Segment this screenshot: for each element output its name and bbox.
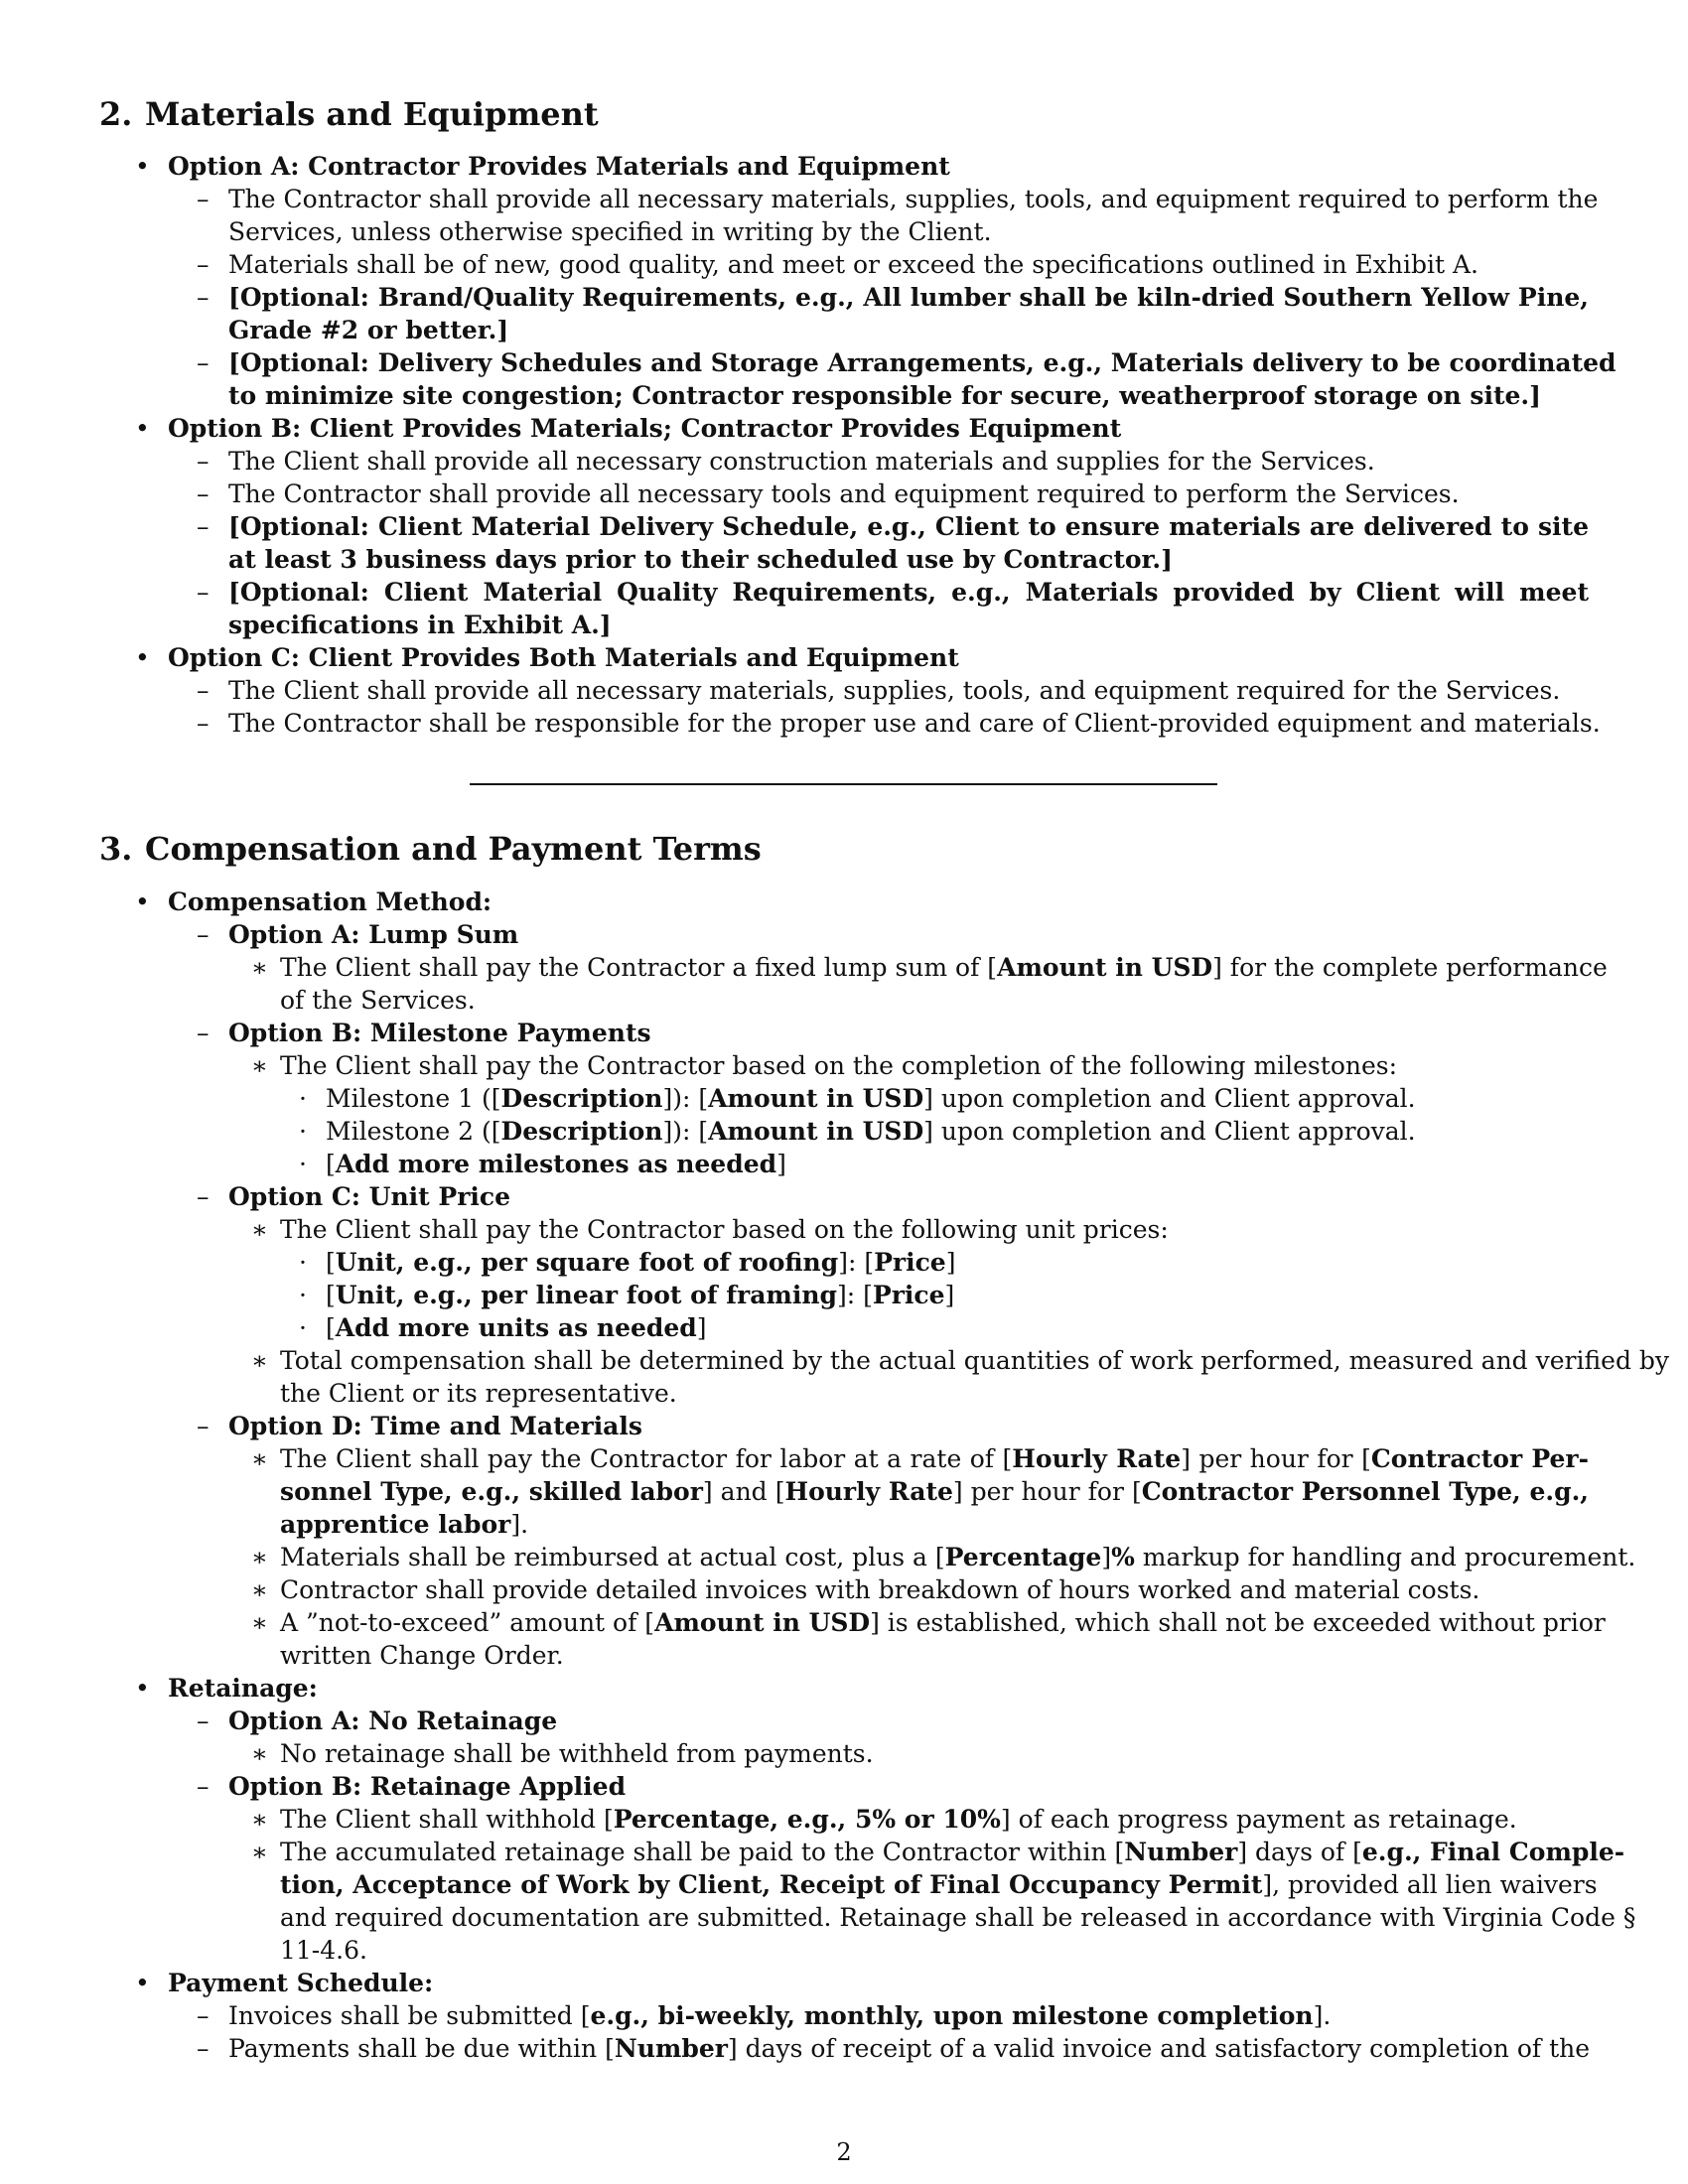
list-line-text: Option B: Milestone Payments <box>228 1019 651 1047</box>
list-line <box>99 1606 1606 1639</box>
list-line-text: Option B: Client Provides Materials; Contractor Provides Equipment <box>168 414 1122 443</box>
list-marker: • <box>135 152 150 181</box>
list-line <box>99 1017 1589 1049</box>
list-line-text: at least 3 business days prior to their scheduled use by Contractor.] <box>228 545 1173 574</box>
list-marker: · <box>299 1248 307 1277</box>
list-marker: – <box>197 920 210 949</box>
list-marker: • <box>135 887 150 916</box>
list-line <box>99 984 1589 1017</box>
list-line-text: Retainage: <box>168 1674 318 1703</box>
list-line <box>99 1967 1589 1999</box>
list-line <box>99 1082 1589 1115</box>
list-marker: • <box>135 643 150 672</box>
list-line <box>99 609 1589 641</box>
list-line-text: The Client shall withhold [Percentage, e.g., 5% or 10%] of each progress payment as retainage. <box>280 1805 1517 1834</box>
list-line-text: [Optional: Brand/Quality Requirements, e.g., All lumber shall be kiln-dried Southern Yellow Pine, <box>228 283 1589 312</box>
list-marker: · <box>299 1281 307 1309</box>
list-line <box>99 1999 1589 2032</box>
list-line-text: Option B: Retainage Applied <box>228 1772 627 1801</box>
list-marker: – <box>197 447 210 476</box>
list-line-text: specifications in Exhibit A.] <box>228 611 612 639</box>
list-line-text: The Client shall pay the Contractor for labor at a rate of [Hourly Rate] per hour for [Contractor Per- <box>280 1444 1589 1473</box>
list-line-text: Option A: No Retainage <box>228 1706 558 1735</box>
list-line-text: The Client shall pay the Contractor based on the following unit prices: <box>280 1215 1169 1244</box>
list-line <box>99 641 1589 674</box>
list-marker: – <box>197 1706 210 1735</box>
list-line <box>99 1901 1636 1934</box>
list-marker: – <box>197 2034 210 2063</box>
list-line-text: The Contractor shall provide all necessary materials, supplies, tools, and equipment required to perform the <box>228 185 1599 213</box>
section-3-list <box>99 886 1670 2065</box>
list-line-text: tion, Acceptance of Work by Client, Receipt of Final Occupancy Permit], provided all lien waivers <box>280 1870 1598 1899</box>
list-marker: – <box>197 512 210 541</box>
list-line <box>99 379 1589 412</box>
list-line <box>99 1803 1589 1836</box>
list-line <box>99 1573 1589 1606</box>
list-marker: – <box>197 676 210 705</box>
list-marker: – <box>197 1772 210 1801</box>
list-line-text: the Client or its representative. <box>280 1379 677 1408</box>
list-line <box>99 445 1589 478</box>
list-marker: ∗ <box>251 953 268 982</box>
list-line <box>99 707 1601 740</box>
list-marker: ∗ <box>251 1838 268 1866</box>
list-line <box>99 1737 1589 1770</box>
list-line-text: Grade #2 or better.] <box>228 316 509 344</box>
list-line <box>99 478 1589 510</box>
list-line-text: The Client shall provide all necessary construction materials and supplies for the Services. <box>228 447 1375 476</box>
list-line-text: 11-4.6. <box>280 1936 367 1965</box>
list-marker: • <box>135 1674 150 1703</box>
list-line-text: Materials shall be reimbursed at actual cost, plus a [Percentage]% markup for handling and procurement. <box>280 1543 1636 1571</box>
list-line-text: apprentice labor]. <box>280 1510 529 1539</box>
list-line-text: [Unit, e.g., per square foot of roofing]: [Price] <box>326 1248 956 1277</box>
list-line <box>99 1246 1589 1279</box>
list-line-text: The Contractor shall provide all necessary tools and equipment required to perform the Services. <box>228 479 1460 508</box>
list-marker: ∗ <box>251 1805 268 1834</box>
list-line-text: The Client shall pay the Contractor a fixed lump sum of [Amount in USD] for the complete performance <box>280 953 1608 982</box>
list-marker: ∗ <box>251 1444 268 1473</box>
list-line-text: Option A: Lump Sum <box>228 920 519 949</box>
list-line-text: Payments shall be due within [Number] days of receipt of a valid invoice and satisfactory completion of the <box>228 2034 1591 2063</box>
list-marker: – <box>197 185 210 213</box>
list-line <box>99 1508 1589 1541</box>
list-line <box>99 1115 1589 1148</box>
list-line <box>99 412 1589 445</box>
list-marker: ∗ <box>251 1215 268 1244</box>
list-line <box>99 1868 1598 1901</box>
list-line-text: Option D: Time and Materials <box>228 1412 642 1440</box>
list-line-text: Option C: Unit Price <box>228 1182 511 1211</box>
list-marker: • <box>135 1969 150 1997</box>
list-line <box>99 1475 1589 1508</box>
list-line-text: Contractor shall provide detailed invoices with breakdown of hours worked and material costs. <box>280 1575 1480 1604</box>
list-line-text: [Optional: Client Material Quality Requirements, e.g., Materials provided by Client will meet <box>228 578 1589 607</box>
list-line <box>99 215 1589 248</box>
list-line-text: Invoices shall be submitted [e.g., bi-weekly, monthly, upon milestone completion]. <box>228 2001 1332 2030</box>
list-line <box>99 1344 1670 1377</box>
list-line <box>99 886 1589 918</box>
list-line <box>99 1836 1625 1868</box>
list-line <box>99 1049 1589 1082</box>
list-marker: – <box>197 479 210 508</box>
list-line-text: sonnel Type, e.g., skilled labor] and [Hourly Rate] per hour for [Contractor Personnel Type, e.g., <box>280 1477 1589 1506</box>
list-line-text: Total compensation shall be determined by the actual quantities of work performed, measured and verified by <box>280 1346 1670 1375</box>
list-line <box>99 1377 1589 1410</box>
list-line-text: Option C: Client Provides Both Materials and Equipment <box>168 643 959 672</box>
list-marker: ∗ <box>251 1346 268 1375</box>
list-marker: ∗ <box>251 1543 268 1571</box>
list-marker: ∗ <box>251 1575 268 1604</box>
list-line <box>99 150 1589 183</box>
section-2-heading <box>99 95 599 133</box>
list-line-text: [Optional: Client Material Delivery Schedule, e.g., Client to ensure materials are delivered to site <box>228 512 1589 541</box>
section-3-title: Compensation and Payment Terms <box>145 830 762 868</box>
list-marker: · <box>299 1117 307 1146</box>
list-line-text: [Unit, e.g., per linear foot of framing]: [Price] <box>326 1281 955 1309</box>
list-line-text: [Add more milestones as needed] <box>326 1150 786 1178</box>
list-line <box>99 2032 1589 2065</box>
list-line-text: written Change Order. <box>280 1641 564 1670</box>
section-2-title: Materials and Equipment <box>145 95 599 133</box>
list-marker: – <box>197 709 210 738</box>
list-line <box>99 1770 1589 1803</box>
list-line-text: The Client shall provide all necessary materials, supplies, tools, and equipment required for the Services. <box>228 676 1561 705</box>
list-line <box>99 576 1589 609</box>
page-number: 2 <box>836 2138 852 2166</box>
section-3-heading <box>99 830 762 868</box>
list-marker: – <box>197 1019 210 1047</box>
list-marker: · <box>299 1150 307 1178</box>
list-line <box>99 1541 1636 1573</box>
list-line <box>99 543 1589 576</box>
list-line <box>99 951 1608 984</box>
list-line <box>99 183 1599 215</box>
list-line-text: Milestone 1 ([Description]): [Amount in USD] upon completion and Client approval. <box>326 1084 1416 1113</box>
list-line <box>99 1180 1589 1213</box>
list-marker: – <box>197 2001 210 2030</box>
list-line-text: Option A: Contractor Provides Materials and Equipment <box>168 152 950 181</box>
section-divider <box>470 783 1217 785</box>
list-line <box>99 1410 1589 1442</box>
list-line <box>99 1148 1589 1180</box>
list-marker: · <box>299 1084 307 1113</box>
list-line <box>99 314 1589 346</box>
list-line-text: of the Services. <box>280 986 476 1015</box>
list-line <box>99 248 1589 281</box>
list-line <box>99 281 1589 314</box>
list-line-text: to minimize site congestion; Contractor responsible for secure, weatherproof storage on site.] <box>228 381 1541 410</box>
list-marker: ∗ <box>251 1739 268 1768</box>
list-marker: · <box>299 1313 307 1342</box>
list-line <box>99 1279 1589 1311</box>
list-line <box>99 1311 1589 1344</box>
list-line <box>99 674 1589 707</box>
list-marker: – <box>197 250 210 279</box>
list-marker: ∗ <box>251 1608 268 1637</box>
list-line-text: A ”not-to-exceed” amount of [Amount in USD] is established, which shall not be exceeded without prior <box>280 1608 1606 1637</box>
section-2-number: 2. <box>99 95 133 133</box>
list-line-text: Payment Schedule: <box>168 1969 434 1997</box>
list-line-text: Materials shall be of new, good quality, and meet or exceed the specifications outlined in Exhibit A. <box>228 250 1478 279</box>
section-3-number: 3. <box>99 830 133 868</box>
list-line <box>99 1705 1589 1737</box>
list-marker: – <box>197 348 210 377</box>
list-marker: – <box>197 578 210 607</box>
list-line-text: Services, unless otherwise specified in writing by the Client. <box>228 217 992 246</box>
list-line <box>99 510 1589 543</box>
list-marker: • <box>135 414 150 443</box>
list-line-text: The accumulated retainage shall be paid to the Contractor within [Number] days of [e.g., Final Comple- <box>280 1838 1625 1866</box>
list-line-text: The Contractor shall be responsible for the proper use and care of Client-provided equipment and materials. <box>228 709 1601 738</box>
section-2-list <box>99 150 1617 740</box>
list-line-text: Compensation Method: <box>168 887 492 916</box>
list-line <box>99 1934 1589 1967</box>
list-line-text: No retainage shall be withheld from payments. <box>280 1739 874 1768</box>
list-marker: – <box>197 283 210 312</box>
list-line <box>99 1672 1589 1705</box>
list-marker: – <box>197 1412 210 1440</box>
list-line-text: [Optional: Delivery Schedules and Storage Arrangements, e.g., Materials delivery to be coordinated <box>228 348 1617 377</box>
list-line-text: [Add more units as needed] <box>326 1313 707 1342</box>
list-line <box>99 1213 1589 1246</box>
list-line-text: Milestone 2 ([Description]): [Amount in USD] upon completion and Client approval. <box>326 1117 1416 1146</box>
list-line <box>99 918 1589 951</box>
list-marker: ∗ <box>251 1051 268 1080</box>
list-line <box>99 1442 1589 1475</box>
list-marker: – <box>197 1182 210 1211</box>
list-line <box>99 1639 1589 1672</box>
list-line-text: The Client shall pay the Contractor based on the completion of the following milestones: <box>280 1051 1398 1080</box>
list-line-text: and required documentation are submitted. Retainage shall be released in accordance with Virginia Code § <box>280 1903 1636 1932</box>
list-line <box>99 346 1617 379</box>
